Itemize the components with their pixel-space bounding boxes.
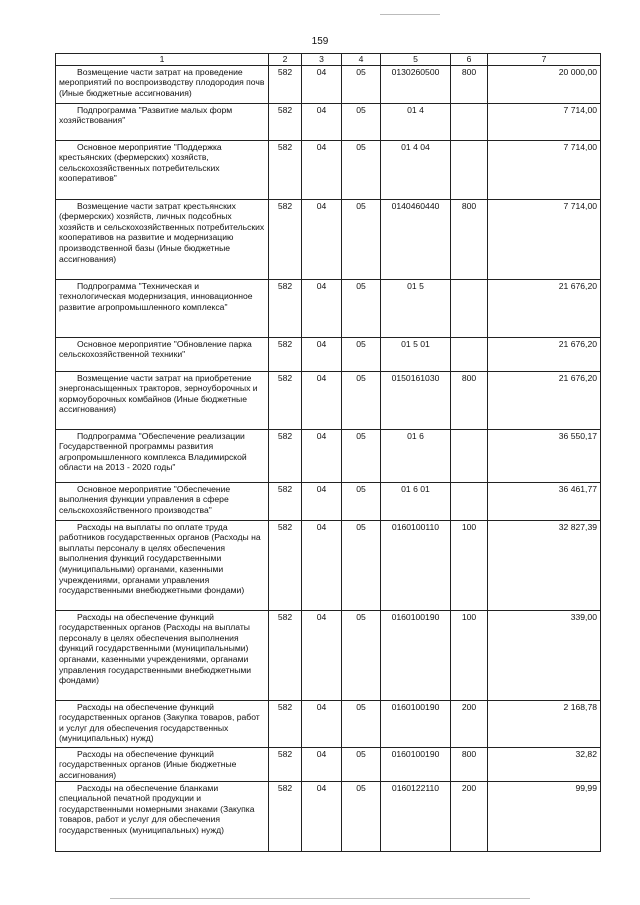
- table-row: [56, 429, 601, 482]
- table-row: [56, 337, 601, 371]
- row-amount: 339,00: [488, 610, 601, 700]
- row-ministry-code: 582: [269, 700, 302, 747]
- row-amount: 21 676,20: [488, 371, 601, 429]
- row-target-article: 0160100190: [381, 700, 451, 747]
- row-section: 04: [302, 700, 342, 747]
- row-subsection: 05: [342, 520, 381, 610]
- row-target-article: 0130260500: [381, 65, 451, 103]
- table-row: [56, 199, 601, 279]
- row-ministry-code: 582: [269, 65, 302, 103]
- row-expense-type: 800: [451, 747, 488, 781]
- row-subsection: 05: [342, 103, 381, 140]
- row-name: Основное мероприятие "Обновление парка сельскохозяйственной техники": [56, 337, 269, 371]
- row-target-article: 0140460440: [381, 199, 451, 279]
- table-row: [56, 103, 601, 140]
- row-amount: 32 827,39: [488, 520, 601, 610]
- row-subsection: 05: [342, 65, 381, 103]
- row-name: Расходы на выплаты по оплате труда работников государственных органов (Расходы на выплаты персоналу в целях обеспечения выполнения функций государственными (муниципальными) органами, казенными учреждениями, органами управления государственными внебюджетными фондами): [56, 520, 269, 610]
- table-row: [56, 482, 601, 520]
- table-row: [56, 279, 601, 337]
- row-name: Подпрограмма "Обеспечение реализации Государственной программы развития агропромышленного комплекса Владимирской области на 2013 - 2020 годы": [56, 429, 269, 482]
- row-name: Основное мероприятие "Поддержка крестьянских (фермерских) хозяйств, сельскохозяйственных потребительских кооперативов": [56, 140, 269, 199]
- row-ministry-code: 582: [269, 103, 302, 140]
- row-amount: 32,82: [488, 747, 601, 781]
- row-target-article: 01 4 04: [381, 140, 451, 199]
- row-subsection: 05: [342, 747, 381, 781]
- row-expense-type: 800: [451, 371, 488, 429]
- row-name: Подпрограмма "Техническая и технологическая модернизация, инновационное развитие агропромышленного комплекса": [56, 279, 269, 337]
- row-subsection: 05: [342, 371, 381, 429]
- row-section: 04: [302, 781, 342, 851]
- row-expense-type: [451, 337, 488, 371]
- row-subsection: 05: [342, 140, 381, 199]
- row-amount: 21 676,20: [488, 337, 601, 371]
- table-row: [56, 747, 601, 781]
- row-ministry-code: 582: [269, 337, 302, 371]
- budget-table: [55, 53, 601, 852]
- table-row: [56, 140, 601, 199]
- row-subsection: 05: [342, 781, 381, 851]
- row-expense-type: 200: [451, 700, 488, 747]
- row-name: Возмещение части затрат крестьянских (фермерских) хозяйств, личных подсобных хозяйств и сельскохозяйственных потребительских кооперативов на развитие и модернизацию производственной базы (Иные бюджетные ассигнования): [56, 199, 269, 279]
- row-amount: 7 714,00: [488, 103, 601, 140]
- row-ministry-code: 582: [269, 140, 302, 199]
- row-target-article: 01 5: [381, 279, 451, 337]
- header-col-3: 3: [302, 54, 342, 66]
- row-section: 04: [302, 65, 342, 103]
- row-section: 04: [302, 337, 342, 371]
- header-col-7: 7: [488, 54, 601, 66]
- row-expense-type: [451, 140, 488, 199]
- row-subsection: 05: [342, 482, 381, 520]
- row-subsection: 05: [342, 610, 381, 700]
- row-section: 04: [302, 371, 342, 429]
- row-amount: 21 676,20: [488, 279, 601, 337]
- row-amount: 99,99: [488, 781, 601, 851]
- row-amount: 20 000,00: [488, 65, 601, 103]
- row-target-article: 0160122110: [381, 781, 451, 851]
- row-name: Возмещение части затрат на проведение мероприятий по воспроизводству плодородия почв (Иные бюджетные ассигнования): [56, 65, 269, 103]
- row-amount: 2 168,78: [488, 700, 601, 747]
- row-section: 04: [302, 482, 342, 520]
- table-row: [56, 520, 601, 610]
- row-amount: 36 461,77: [488, 482, 601, 520]
- row-target-article: 01 4: [381, 103, 451, 140]
- row-subsection: 05: [342, 279, 381, 337]
- row-ministry-code: 582: [269, 279, 302, 337]
- page-number: 159: [311, 36, 329, 47]
- row-name: Основное мероприятие "Обеспечение выполнения функции управления в сфере сельскохозяйственного производства": [56, 482, 269, 520]
- row-expense-type: 200: [451, 781, 488, 851]
- table-row: [56, 700, 601, 747]
- row-ministry-code: 582: [269, 610, 302, 700]
- row-expense-type: [451, 429, 488, 482]
- row-amount: 7 714,00: [488, 199, 601, 279]
- scan-artifact-bottom: [110, 898, 530, 899]
- row-name: Подпрограмма "Развитие малых форм хозяйствования": [56, 103, 269, 140]
- row-ministry-code: 582: [269, 520, 302, 610]
- row-name: Расходы на обеспечение бланками специальной печатной продукции и государственными номерными знаками (Закупка товаров, работ и услуг для обеспечения государственных (муниципальных) нужд): [56, 781, 269, 851]
- row-section: 04: [302, 140, 342, 199]
- row-ministry-code: 582: [269, 371, 302, 429]
- row-ministry-code: 582: [269, 747, 302, 781]
- row-subsection: 05: [342, 429, 381, 482]
- row-section: 04: [302, 747, 342, 781]
- row-section: 04: [302, 279, 342, 337]
- row-ministry-code: 582: [269, 429, 302, 482]
- row-expense-type: [451, 279, 488, 337]
- table-row: [56, 65, 601, 103]
- header-col-6: 6: [451, 54, 488, 66]
- table-row: [56, 371, 601, 429]
- row-ministry-code: 582: [269, 199, 302, 279]
- row-target-article: 0160100190: [381, 610, 451, 700]
- row-target-article: 0160100190: [381, 747, 451, 781]
- header-col-5: 5: [381, 54, 451, 66]
- row-subsection: 05: [342, 199, 381, 279]
- row-target-article: 0150161030: [381, 371, 451, 429]
- row-subsection: 05: [342, 700, 381, 747]
- row-target-article: 01 6 01: [381, 482, 451, 520]
- scan-artifact-top: [380, 14, 440, 15]
- row-expense-type: 100: [451, 520, 488, 610]
- row-ministry-code: 582: [269, 482, 302, 520]
- row-name: Возмещение части затрат на приобретение энергонасыщенных тракторов, зерноуборочных и кормоуборочных комбайнов (Иные бюджетные ассигнования): [56, 371, 269, 429]
- row-section: 04: [302, 429, 342, 482]
- row-subsection: 05: [342, 337, 381, 371]
- row-section: 04: [302, 610, 342, 700]
- row-target-article: 01 6: [381, 429, 451, 482]
- row-section: 04: [302, 199, 342, 279]
- row-amount: 7 714,00: [488, 140, 601, 199]
- header-col-1: 1: [56, 54, 269, 66]
- row-expense-type: [451, 103, 488, 140]
- row-expense-type: 800: [451, 199, 488, 279]
- row-section: 04: [302, 520, 342, 610]
- row-expense-type: 800: [451, 65, 488, 103]
- table-row: [56, 610, 601, 700]
- table-row: [56, 781, 601, 851]
- row-target-article: 0160100110: [381, 520, 451, 610]
- header-col-2: 2: [269, 54, 302, 66]
- row-target-article: 01 5 01: [381, 337, 451, 371]
- row-amount: 36 550,17: [488, 429, 601, 482]
- row-ministry-code: 582: [269, 781, 302, 851]
- row-section: 04: [302, 103, 342, 140]
- row-expense-type: [451, 482, 488, 520]
- row-name: Расходы на обеспечение функций государственных органов (Расходы на выплаты персоналу в целях обеспечения выполнения функций государственными (муниципальными) органами, казенными учреждениями, органами управления государственными внебюджетными фондами): [56, 610, 269, 700]
- header-col-4: 4: [342, 54, 381, 66]
- row-name: Расходы на обеспечение функций государственных органов (Иные бюджетные ассигнования): [56, 747, 269, 781]
- row-name: Расходы на обеспечение функций государственных органов (Закупка товаров, работ и услуг для обеспечения государственных (муниципальных) нужд): [56, 700, 269, 747]
- header-row: [56, 54, 601, 66]
- row-expense-type: 100: [451, 610, 488, 700]
